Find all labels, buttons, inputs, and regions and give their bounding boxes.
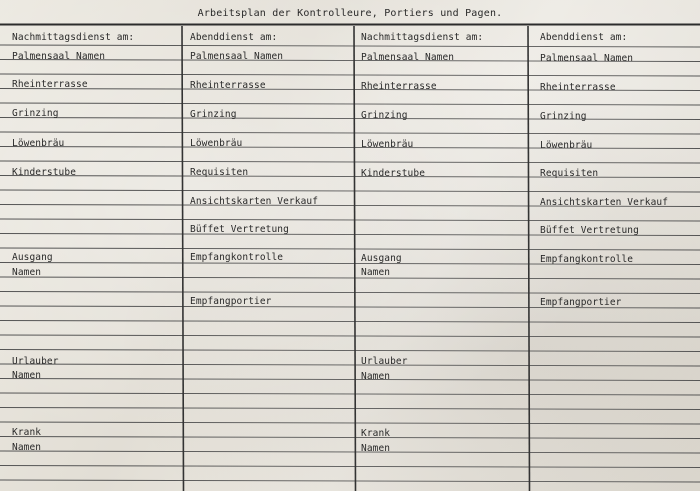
ruled-line xyxy=(0,248,700,250)
ruled-line xyxy=(0,364,700,366)
ruled-line xyxy=(0,277,700,279)
col2-palmensaal-label: Palmensaal Namen xyxy=(190,51,284,62)
ruled-line xyxy=(0,350,700,352)
sheet-title: Arbeitsplan der Kontrolleure, Portiers und Pagen. xyxy=(197,8,503,19)
col1-krank-label: Krank xyxy=(12,427,42,438)
column-header-3: Nachmittagsdienst am: xyxy=(361,32,484,43)
column-header-2: Abenddienst am: xyxy=(190,32,278,43)
ruled-line xyxy=(0,292,700,294)
col2-loewenbraeu-label: Löwenbräu xyxy=(190,138,243,149)
ruled-line xyxy=(0,451,700,453)
ruled-line xyxy=(0,335,700,337)
col4-empfangkontrolle-label: Empfangkontrolle xyxy=(540,254,634,265)
ruled-line xyxy=(0,190,700,192)
col4-bueffet-label: Büffet Vertretung xyxy=(540,225,639,236)
ruled-line xyxy=(0,480,700,482)
col4-loewenbraeu-label: Löwenbräu xyxy=(540,140,593,151)
ruled-line xyxy=(0,379,700,381)
col2-grinzing-label: Grinzing xyxy=(190,109,237,120)
col2-ansichtskarten-label: Ansichtskarten Verkauf xyxy=(190,196,319,207)
ruled-line xyxy=(0,118,700,120)
col4-grinzing-label: Grinzing xyxy=(540,111,587,122)
col1-loewenbraeu-label: Löwenbräu xyxy=(12,138,65,149)
col3-kinderstube-label: Kinderstube xyxy=(361,168,426,179)
column-divider xyxy=(528,26,530,491)
col1-ausgang-namen-label: Namen xyxy=(12,267,42,278)
ruled-line xyxy=(0,103,700,105)
column-header-4: Abenddienst am: xyxy=(540,32,628,43)
col1-grinzing-label: Grinzing xyxy=(12,108,59,119)
ruled-line xyxy=(0,132,700,134)
ruled-line xyxy=(0,74,700,76)
col3-krank-label: Krank xyxy=(361,428,391,439)
col4-palmensaal-label: Palmensaal Namen xyxy=(540,53,634,64)
ruled-line xyxy=(0,147,700,149)
col1-palmensaal-label: Palmensaal Namen xyxy=(12,51,106,62)
col2-requisiten-label: Requisiten xyxy=(190,167,249,178)
col3-palmensaal-label: Palmensaal Namen xyxy=(361,52,455,63)
col2-bueffet-label: Büffet Vertretung xyxy=(190,224,289,235)
col3-krank-namen-label: Namen xyxy=(361,443,391,454)
col2-empfangkontrolle-label: Empfangkontrolle xyxy=(190,252,284,263)
col3-urlauber-label: Urlauber xyxy=(361,356,408,367)
col4-empfangportier-label: Empfangportier xyxy=(540,297,622,308)
col3-loewenbraeu-label: Löwenbräu xyxy=(361,139,414,150)
ruled-line xyxy=(0,437,700,439)
col4-rheinterrasse-label: Rheinterrasse xyxy=(540,82,616,93)
col2-empfangportier-label: Empfangportier xyxy=(190,296,272,307)
column-header-1: Nachmittagsdienst am: xyxy=(12,32,135,43)
col3-grinzing-label: Grinzing xyxy=(361,110,408,121)
col3-rheinterrasse-label: Rheinterrasse xyxy=(361,81,437,92)
ruled-line xyxy=(0,161,700,163)
col1-urlauber-label: Urlauber xyxy=(12,356,59,367)
col4-requisiten-label: Requisiten xyxy=(540,168,599,179)
col3-ausgang-namen-label: Namen xyxy=(361,267,391,278)
col1-urlauber-namen-label: Namen xyxy=(12,370,42,381)
col1-rheinterrasse-label: Rheinterrasse xyxy=(12,79,88,90)
column-divider xyxy=(354,26,356,491)
ruled-line xyxy=(0,321,700,323)
col1-ausgang-label: Ausgang xyxy=(12,252,53,263)
ruled-line xyxy=(0,408,700,410)
column-divider xyxy=(182,26,184,491)
col4-ansichtskarten-label: Ansichtskarten Verkauf xyxy=(540,197,669,208)
col3-urlauber-namen-label: Namen xyxy=(361,371,391,382)
ruled-line xyxy=(0,466,700,468)
col3-ausgang-label: Ausgang xyxy=(361,253,402,264)
ruled-line xyxy=(0,45,700,47)
col2-rheinterrasse-label: Rheinterrasse xyxy=(190,80,266,91)
col1-kinderstube-label: Kinderstube xyxy=(12,167,77,178)
ruled-line xyxy=(0,393,700,395)
ruled-line xyxy=(0,422,700,424)
col1-krank-namen-label: Namen xyxy=(12,442,42,453)
ruled-line xyxy=(0,219,700,221)
